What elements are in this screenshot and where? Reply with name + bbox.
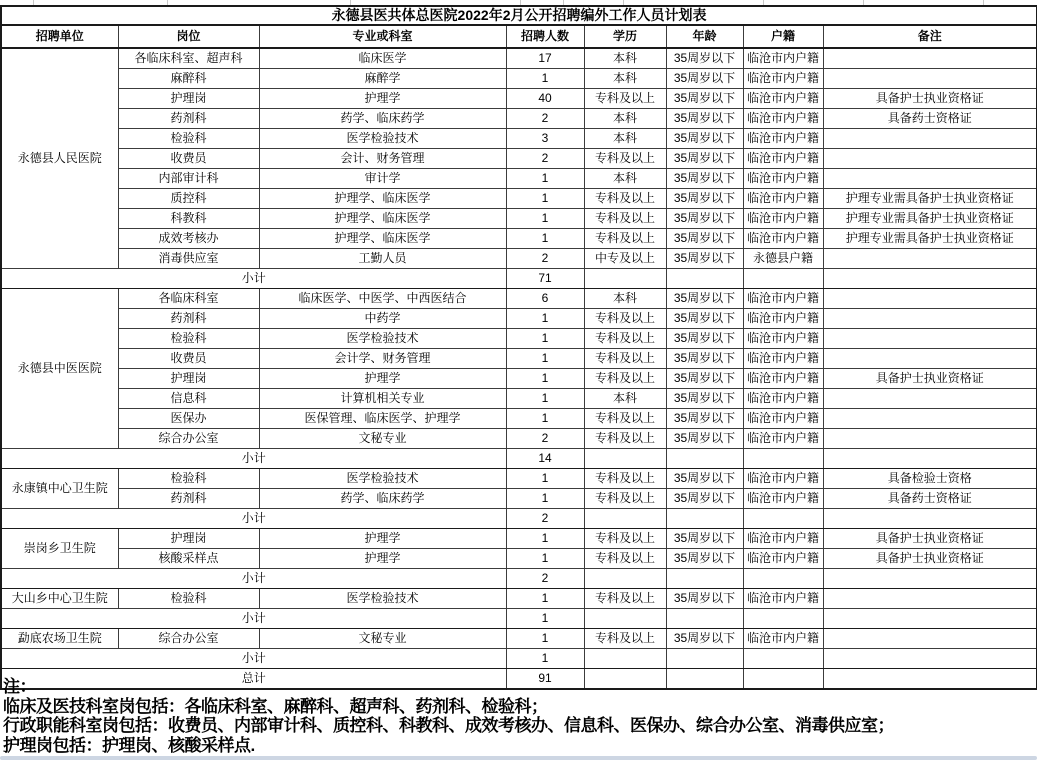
position-cell: 检验科 [118,469,259,489]
residency-cell: 临沧市内户籍 [743,489,823,509]
table-row [1,109,1037,129]
empty-cell [823,449,1037,469]
empty-cell [743,269,823,289]
remark-cell [823,429,1037,449]
education-cell: 专科及以上 [584,189,666,209]
residency-cell: 临沧市内户籍 [743,369,823,389]
major-cell: 护理学 [259,549,506,569]
education-cell: 专科及以上 [584,429,666,449]
subtotal-row [1,449,1037,469]
table-row [1,429,1037,449]
empty-cell [743,649,823,669]
empty-cell [743,609,823,629]
headcount-cell: 1 [506,349,584,369]
education-cell: 专科及以上 [584,589,666,609]
education-cell: 专科及以上 [584,329,666,349]
residency-cell: 临沧市内户籍 [743,129,823,149]
remark-cell [823,589,1037,609]
major-cell: 护理学、临床医学 [259,189,506,209]
table-row [1,169,1037,189]
major-cell: 文秘专业 [259,629,506,649]
position-cell: 综合办公室 [118,629,259,649]
residency-cell: 临沧市内户籍 [743,229,823,249]
major-cell: 会计学、财务管理 [259,349,506,369]
headcount-cell: 2 [506,149,584,169]
position-cell: 药剂科 [118,489,259,509]
subtotal-value: 2 [506,569,584,589]
age-cell: 35周岁以下 [666,629,743,649]
residency-cell: 临沧市内户籍 [743,69,823,89]
major-cell: 医学检验技术 [259,589,506,609]
remark-cell [823,349,1037,369]
headcount-cell: 1 [506,169,584,189]
age-cell: 35周岁以下 [666,429,743,449]
column-header-row [1,25,1037,48]
age-cell: 35周岁以下 [666,209,743,229]
residency-cell: 临沧市内户籍 [743,469,823,489]
subtotal-value: 1 [506,649,584,669]
education-cell: 专科及以上 [584,469,666,489]
major-cell: 医学检验技术 [259,469,506,489]
age-cell: 35周岁以下 [666,369,743,389]
table-row [1,189,1037,209]
empty-cell [823,569,1037,589]
headcount-cell: 2 [506,429,584,449]
remark-cell: 具备药士资格证 [823,489,1037,509]
remark-cell [823,129,1037,149]
table-row [1,69,1037,89]
remark-cell: 具备护士执业资格证 [823,549,1037,569]
remark-cell [823,69,1037,89]
recruitment-plan-table [0,5,1037,690]
empty-cell [823,649,1037,669]
residency-cell: 临沧市内户籍 [743,549,823,569]
remark-cell [823,249,1037,269]
footnote-line-4: 护理岗包括：护理岗、核酸采样点. [3,735,255,755]
unit-cell: 永德县人民医院 [1,48,118,269]
residency-cell: 临沧市内户籍 [743,309,823,329]
empty-cell [584,509,666,529]
remark-cell [823,389,1037,409]
age-cell: 35周岁以下 [666,529,743,549]
position-cell: 科教科 [118,209,259,229]
education-cell: 本科 [584,389,666,409]
subtotal-row [1,609,1037,629]
window-bottom-edge [0,756,1037,760]
position-cell: 检验科 [118,129,259,149]
major-cell: 药学、临床药学 [259,109,506,129]
headcount-cell: 1 [506,529,584,549]
empty-cell [584,609,666,629]
headcount-cell: 1 [506,629,584,649]
residency-cell: 临沧市内户籍 [743,89,823,109]
subtotal-value: 1 [506,609,584,629]
table-row [1,349,1037,369]
empty-cell [584,649,666,669]
table-row [1,48,1037,69]
subtotal-row [1,269,1037,289]
empty-cell [743,509,823,529]
empty-cell [666,509,743,529]
position-cell: 消毒供应室 [118,249,259,269]
education-cell: 专科及以上 [584,489,666,509]
education-cell: 专科及以上 [584,409,666,429]
table-row [1,149,1037,169]
column-header-3: 专业或科室 [259,25,506,48]
table-row [1,329,1037,349]
unit-cell: 勐底农场卫生院 [1,629,118,649]
empty-cell [666,269,743,289]
age-cell: 35周岁以下 [666,549,743,569]
major-cell: 临床医学 [259,48,506,69]
table-row [1,89,1037,109]
column-header-8: 备注 [823,25,1037,48]
age-cell: 35周岁以下 [666,329,743,349]
major-cell: 工勤人员 [259,249,506,269]
remark-cell [823,409,1037,429]
residency-cell: 临沧市内户籍 [743,349,823,369]
residency-cell: 临沧市内户籍 [743,589,823,609]
headcount-cell: 40 [506,89,584,109]
unit-cell: 永德县中医医院 [1,289,118,449]
table-row [1,409,1037,429]
empty-cell [823,269,1037,289]
table-row [1,389,1037,409]
table-row [1,229,1037,249]
residency-cell: 临沧市内户籍 [743,209,823,229]
education-cell: 本科 [584,69,666,89]
education-cell: 专科及以上 [584,349,666,369]
position-cell: 医保办 [118,409,259,429]
table-row [1,369,1037,389]
position-cell: 成效考核办 [118,229,259,249]
position-cell: 综合办公室 [118,429,259,449]
remark-cell: 护理专业需具备护士执业资格证 [823,209,1037,229]
table-row [1,209,1037,229]
empty-cell [666,569,743,589]
headcount-cell: 1 [506,309,584,329]
table-row [1,549,1037,569]
remark-cell: 具备护士执业资格证 [823,529,1037,549]
major-cell: 文秘专业 [259,429,506,449]
education-cell: 专科及以上 [584,529,666,549]
position-cell: 护理岗 [118,89,259,109]
residency-cell: 临沧市内户籍 [743,329,823,349]
title-row [1,6,1037,25]
major-cell: 护理学 [259,369,506,389]
table-row [1,589,1037,609]
remark-cell: 具备护士执业资格证 [823,369,1037,389]
total-label: 总计 [1,669,506,690]
education-cell: 本科 [584,169,666,189]
position-cell: 核酸采样点 [118,549,259,569]
subtotal-row [1,509,1037,529]
residency-cell: 临沧市内户籍 [743,189,823,209]
headcount-cell: 2 [506,249,584,269]
empty-cell [823,509,1037,529]
page-title: 永德县医共体总医院2022年2月公开招聘编外工作人员计划表 [1,6,1037,25]
age-cell: 35周岁以下 [666,149,743,169]
age-cell: 35周岁以下 [666,169,743,189]
table-row [1,489,1037,509]
column-header-2: 岗位 [118,25,259,48]
position-cell: 各临床科室 [118,289,259,309]
table-row [1,309,1037,329]
residency-cell: 临沧市内户籍 [743,629,823,649]
residency-cell: 临沧市内户籍 [743,109,823,129]
remark-cell: 具备护士执业资格证 [823,89,1037,109]
age-cell: 35周岁以下 [666,249,743,269]
major-cell: 医保管理、临床医学、护理学 [259,409,506,429]
remark-cell [823,629,1037,649]
total-value: 91 [506,669,584,690]
age-cell: 35周岁以下 [666,229,743,249]
residency-cell: 临沧市内户籍 [743,289,823,309]
column-header-7: 户籍 [743,25,823,48]
footnotes [3,677,894,755]
subtotal-label: 小计 [1,569,506,589]
residency-cell: 临沧市内户籍 [743,149,823,169]
subtotal-value: 14 [506,449,584,469]
empty-cell [743,449,823,469]
education-cell: 专科及以上 [584,629,666,649]
empty-cell [584,449,666,469]
age-cell: 35周岁以下 [666,469,743,489]
education-cell: 专科及以上 [584,369,666,389]
headcount-cell: 17 [506,48,584,69]
remark-cell: 具备药士资格证 [823,109,1037,129]
position-cell: 检验科 [118,589,259,609]
major-cell: 护理学、临床医学 [259,209,506,229]
residency-cell: 临沧市内户籍 [743,529,823,549]
position-cell: 检验科 [118,329,259,349]
subtotal-row [1,649,1037,669]
age-cell: 35周岁以下 [666,389,743,409]
education-cell: 本科 [584,129,666,149]
remark-cell [823,309,1037,329]
subtotal-label: 小计 [1,509,506,529]
major-cell: 会计、财务管理 [259,149,506,169]
education-cell: 本科 [584,289,666,309]
subtotal-label: 小计 [1,649,506,669]
age-cell: 35周岁以下 [666,349,743,369]
headcount-cell: 1 [506,69,584,89]
headcount-cell: 1 [506,209,584,229]
footnote-line-3: 行政职能科室岗包括：收费员、内部审计科、质控科、科教科、成效考核办、信息科、医保办、综合办公室、消毒供应室； [3,716,894,735]
unit-cell: 崇岗乡卫生院 [1,529,118,569]
column-header-5: 学历 [584,25,666,48]
position-cell: 质控科 [118,189,259,209]
empty-cell [666,649,743,669]
empty-cell [584,569,666,589]
major-cell: 麻醉学 [259,69,506,89]
subtotal-label: 小计 [1,449,506,469]
age-cell: 35周岁以下 [666,589,743,609]
major-cell: 护理学、临床医学 [259,229,506,249]
remark-cell [823,149,1037,169]
headcount-cell: 1 [506,409,584,429]
headcount-cell: 2 [506,109,584,129]
headcount-cell: 1 [506,189,584,209]
age-cell: 35周岁以下 [666,309,743,329]
position-cell: 信息科 [118,389,259,409]
position-cell: 麻醉科 [118,69,259,89]
headcount-cell: 6 [506,289,584,309]
remark-cell [823,48,1037,69]
age-cell: 35周岁以下 [666,89,743,109]
age-cell: 35周岁以下 [666,129,743,149]
major-cell: 护理学 [259,529,506,549]
empty-cell [666,609,743,629]
residency-cell: 临沧市内户籍 [743,429,823,449]
table-row [1,529,1037,549]
residency-cell: 临沧市内户籍 [743,389,823,409]
education-cell: 专科及以上 [584,309,666,329]
subtotal-label: 小计 [1,269,506,289]
position-cell: 收费员 [118,349,259,369]
subtotal-value: 2 [506,509,584,529]
education-cell: 专科及以上 [584,549,666,569]
subtotal-row [1,569,1037,589]
headcount-cell: 1 [506,369,584,389]
remark-cell: 护理专业需具备护士执业资格证 [823,229,1037,249]
table-row [1,629,1037,649]
remark-cell [823,329,1037,349]
column-header-1: 招聘单位 [1,25,118,48]
major-cell: 医学检验技术 [259,329,506,349]
empty-cell [743,569,823,589]
residency-cell: 临沧市内户籍 [743,48,823,69]
education-cell: 专科及以上 [584,89,666,109]
headcount-cell: 1 [506,389,584,409]
major-cell: 医学检验技术 [259,129,506,149]
age-cell: 35周岁以下 [666,69,743,89]
age-cell: 35周岁以下 [666,489,743,509]
subtotal-value: 71 [506,269,584,289]
residency-cell: 临沧市内户籍 [743,409,823,429]
age-cell: 35周岁以下 [666,109,743,129]
major-cell: 审计学 [259,169,506,189]
unit-cell: 大山乡中心卫生院 [1,589,118,609]
major-cell: 计算机相关专业 [259,389,506,409]
position-cell: 各临床科室、超声科 [118,48,259,69]
education-cell: 本科 [584,109,666,129]
remark-cell: 护理专业需具备护士执业资格证 [823,189,1037,209]
major-cell: 护理学 [259,89,506,109]
remark-cell [823,289,1037,309]
education-cell: 专科及以上 [584,229,666,249]
headcount-cell: 1 [506,589,584,609]
headcount-cell: 1 [506,329,584,349]
remark-cell [823,169,1037,189]
empty-cell [584,269,666,289]
position-cell: 收费员 [118,149,259,169]
subtotal-label: 小计 [1,609,506,629]
major-cell: 临床医学、中医学、中西医结合 [259,289,506,309]
column-header-4: 招聘人数 [506,25,584,48]
headcount-cell: 1 [506,489,584,509]
age-cell: 35周岁以下 [666,289,743,309]
remark-cell: 具备检验士资格 [823,469,1037,489]
table-row [1,469,1037,489]
table-row [1,249,1037,269]
age-cell: 35周岁以下 [666,48,743,69]
position-cell: 药剂科 [118,109,259,129]
footnote-line-2: 临床及医技科室岗包括：各临床科室、麻醉科、超声科、药剂科、检验科； [3,696,548,716]
headcount-cell: 3 [506,129,584,149]
residency-cell: 临沧市内户籍 [743,169,823,189]
position-cell: 护理岗 [118,369,259,389]
footnote-line-1: 注： [3,677,36,696]
age-cell: 35周岁以下 [666,189,743,209]
position-cell: 内部审计科 [118,169,259,189]
empty-cell [823,609,1037,629]
education-cell: 专科及以上 [584,209,666,229]
major-cell: 中药学 [259,309,506,329]
empty-cell [666,449,743,469]
headcount-cell: 1 [506,549,584,569]
position-cell: 药剂科 [118,309,259,329]
major-cell: 药学、临床药学 [259,489,506,509]
table-row [1,129,1037,149]
unit-cell: 永康镇中心卫生院 [1,469,118,509]
position-cell: 护理岗 [118,529,259,549]
age-cell: 35周岁以下 [666,409,743,429]
education-cell: 专科及以上 [584,149,666,169]
headcount-cell: 1 [506,469,584,489]
column-header-6: 年龄 [666,25,743,48]
table-row [1,289,1037,309]
headcount-cell: 1 [506,229,584,249]
education-cell: 中专及以上 [584,249,666,269]
residency-cell: 永德县户籍 [743,249,823,269]
education-cell: 本科 [584,48,666,69]
